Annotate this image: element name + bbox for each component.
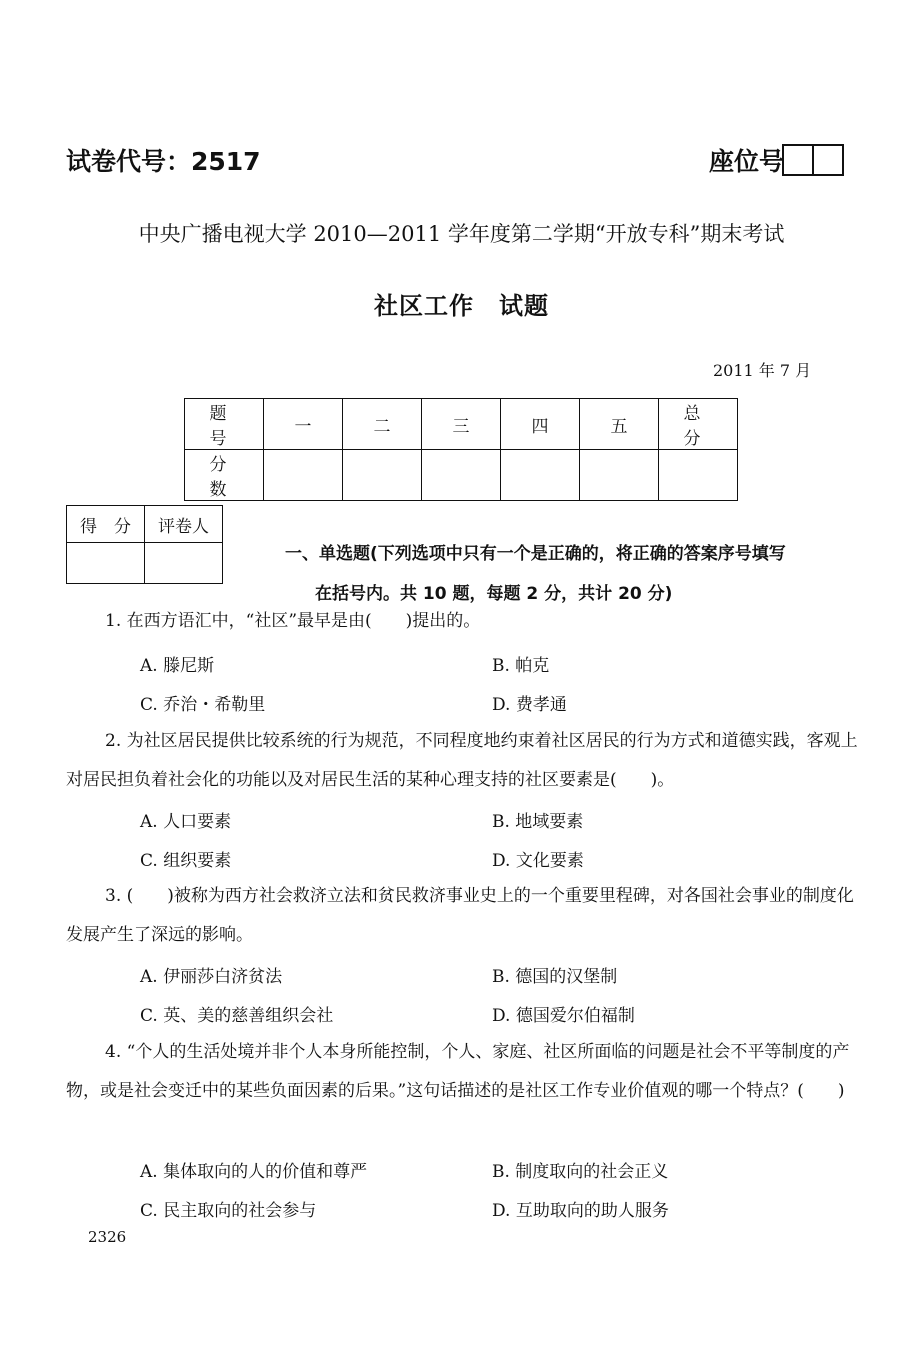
seat-number	[709, 142, 844, 178]
option-b: B. 地域要素	[492, 812, 584, 832]
score-cell	[580, 450, 659, 501]
grader-label: 评卷人	[145, 506, 223, 543]
option-a: A. 滕尼斯	[140, 656, 215, 676]
grader-score-cell	[67, 543, 145, 584]
question-3	[66, 877, 858, 955]
question-1	[105, 602, 897, 641]
score-table-header-cell: 题 号	[185, 399, 264, 450]
question-text: 1. 在西方语汇中，“社区”最早是由( )提出的。	[105, 611, 481, 631]
score-table-header-cell: 总 分	[659, 399, 738, 450]
score-table-row-label: 分 数	[185, 450, 264, 501]
question-2	[66, 722, 858, 800]
option-a: A. 人口要素	[140, 812, 232, 832]
score-cell	[422, 450, 501, 501]
seat-box	[812, 144, 844, 176]
option-d: D. 互助取向的助人服务	[492, 1201, 669, 1221]
score-table-value-row	[185, 450, 738, 501]
seat-box	[782, 144, 814, 176]
question-4	[66, 1033, 858, 1111]
section-heading-line: 一、单选题(下列选项中只有一个是正确的，将正确的答案序号填写	[285, 544, 786, 564]
option-b: B. 帕克	[492, 656, 550, 676]
question-text: 4. “个人的生活处境并非个人本身所能控制，个人、家庭、社区所面临的问题是社会不平等制度的产物，或是社会变迁中的某些负面因素的后果。”这句话描述的是社区工作专业价值观的哪一个特点？( )	[66, 1042, 850, 1101]
option-b: B. 德国的汉堡制	[492, 967, 618, 987]
grader-name-cell	[145, 543, 223, 584]
score-table-header-cell: 二	[343, 399, 422, 450]
score-table-header-cell: 三	[422, 399, 501, 450]
option-a: A. 集体取向的人的价值和尊严	[140, 1162, 368, 1182]
question-text: 3. ( )被称为西方社会救济立法和贫民救济事业史上的一个重要里程碑，对各国社会事业的制度化发展产生了深远的影响。	[66, 886, 854, 945]
paper-title: 社区工作 试题	[374, 292, 549, 320]
grader-score-label: 得 分	[67, 506, 145, 543]
score-table-header-cell: 四	[501, 399, 580, 450]
grader-table	[66, 505, 223, 584]
exam-title: 中央广播电视大学 2010—2011 学年度第二学期“开放专科”期末考试	[138, 222, 785, 246]
score-cell	[343, 450, 422, 501]
exam-date: 2011 年 7 月	[713, 361, 812, 380]
option-d: D. 费孝通	[492, 695, 567, 715]
score-table	[184, 398, 742, 501]
option-a: A. 伊丽莎白济贫法	[140, 967, 283, 987]
option-c: C. 组织要素	[140, 851, 232, 871]
seat-label: 座位号	[709, 147, 785, 176]
option-c: C. 民主取向的社会参与	[140, 1201, 317, 1221]
question-text: 2. 为社区居民提供比较系统的行为规范，不同程度地约束着社区居民的行为方式和道德实践，客观上对居民担负着社会化的功能以及对居民生活的某种心理支持的社区要素是( )。	[66, 731, 858, 790]
option-c: C. 乔治・希勒里	[140, 695, 266, 715]
section-heading-line: 在括号内。共 10 题，每题 2 分，共计 20 分)	[315, 584, 673, 604]
score-cell	[659, 450, 738, 501]
score-cell	[264, 450, 343, 501]
page-number: 2326	[88, 1228, 127, 1246]
paper-code: 试卷代号：2517	[66, 147, 261, 176]
score-table-header-cell: 一	[264, 399, 343, 450]
option-b: B. 制度取向的社会正义	[492, 1162, 669, 1182]
option-d: D. 德国爱尔伯福制	[492, 1006, 635, 1026]
score-cell	[501, 450, 580, 501]
option-d: D. 文化要素	[492, 851, 584, 871]
option-c: C. 英、美的慈善组织会社	[140, 1006, 334, 1026]
score-table-header-cell: 五	[580, 399, 659, 450]
score-table-header-row	[185, 399, 738, 450]
